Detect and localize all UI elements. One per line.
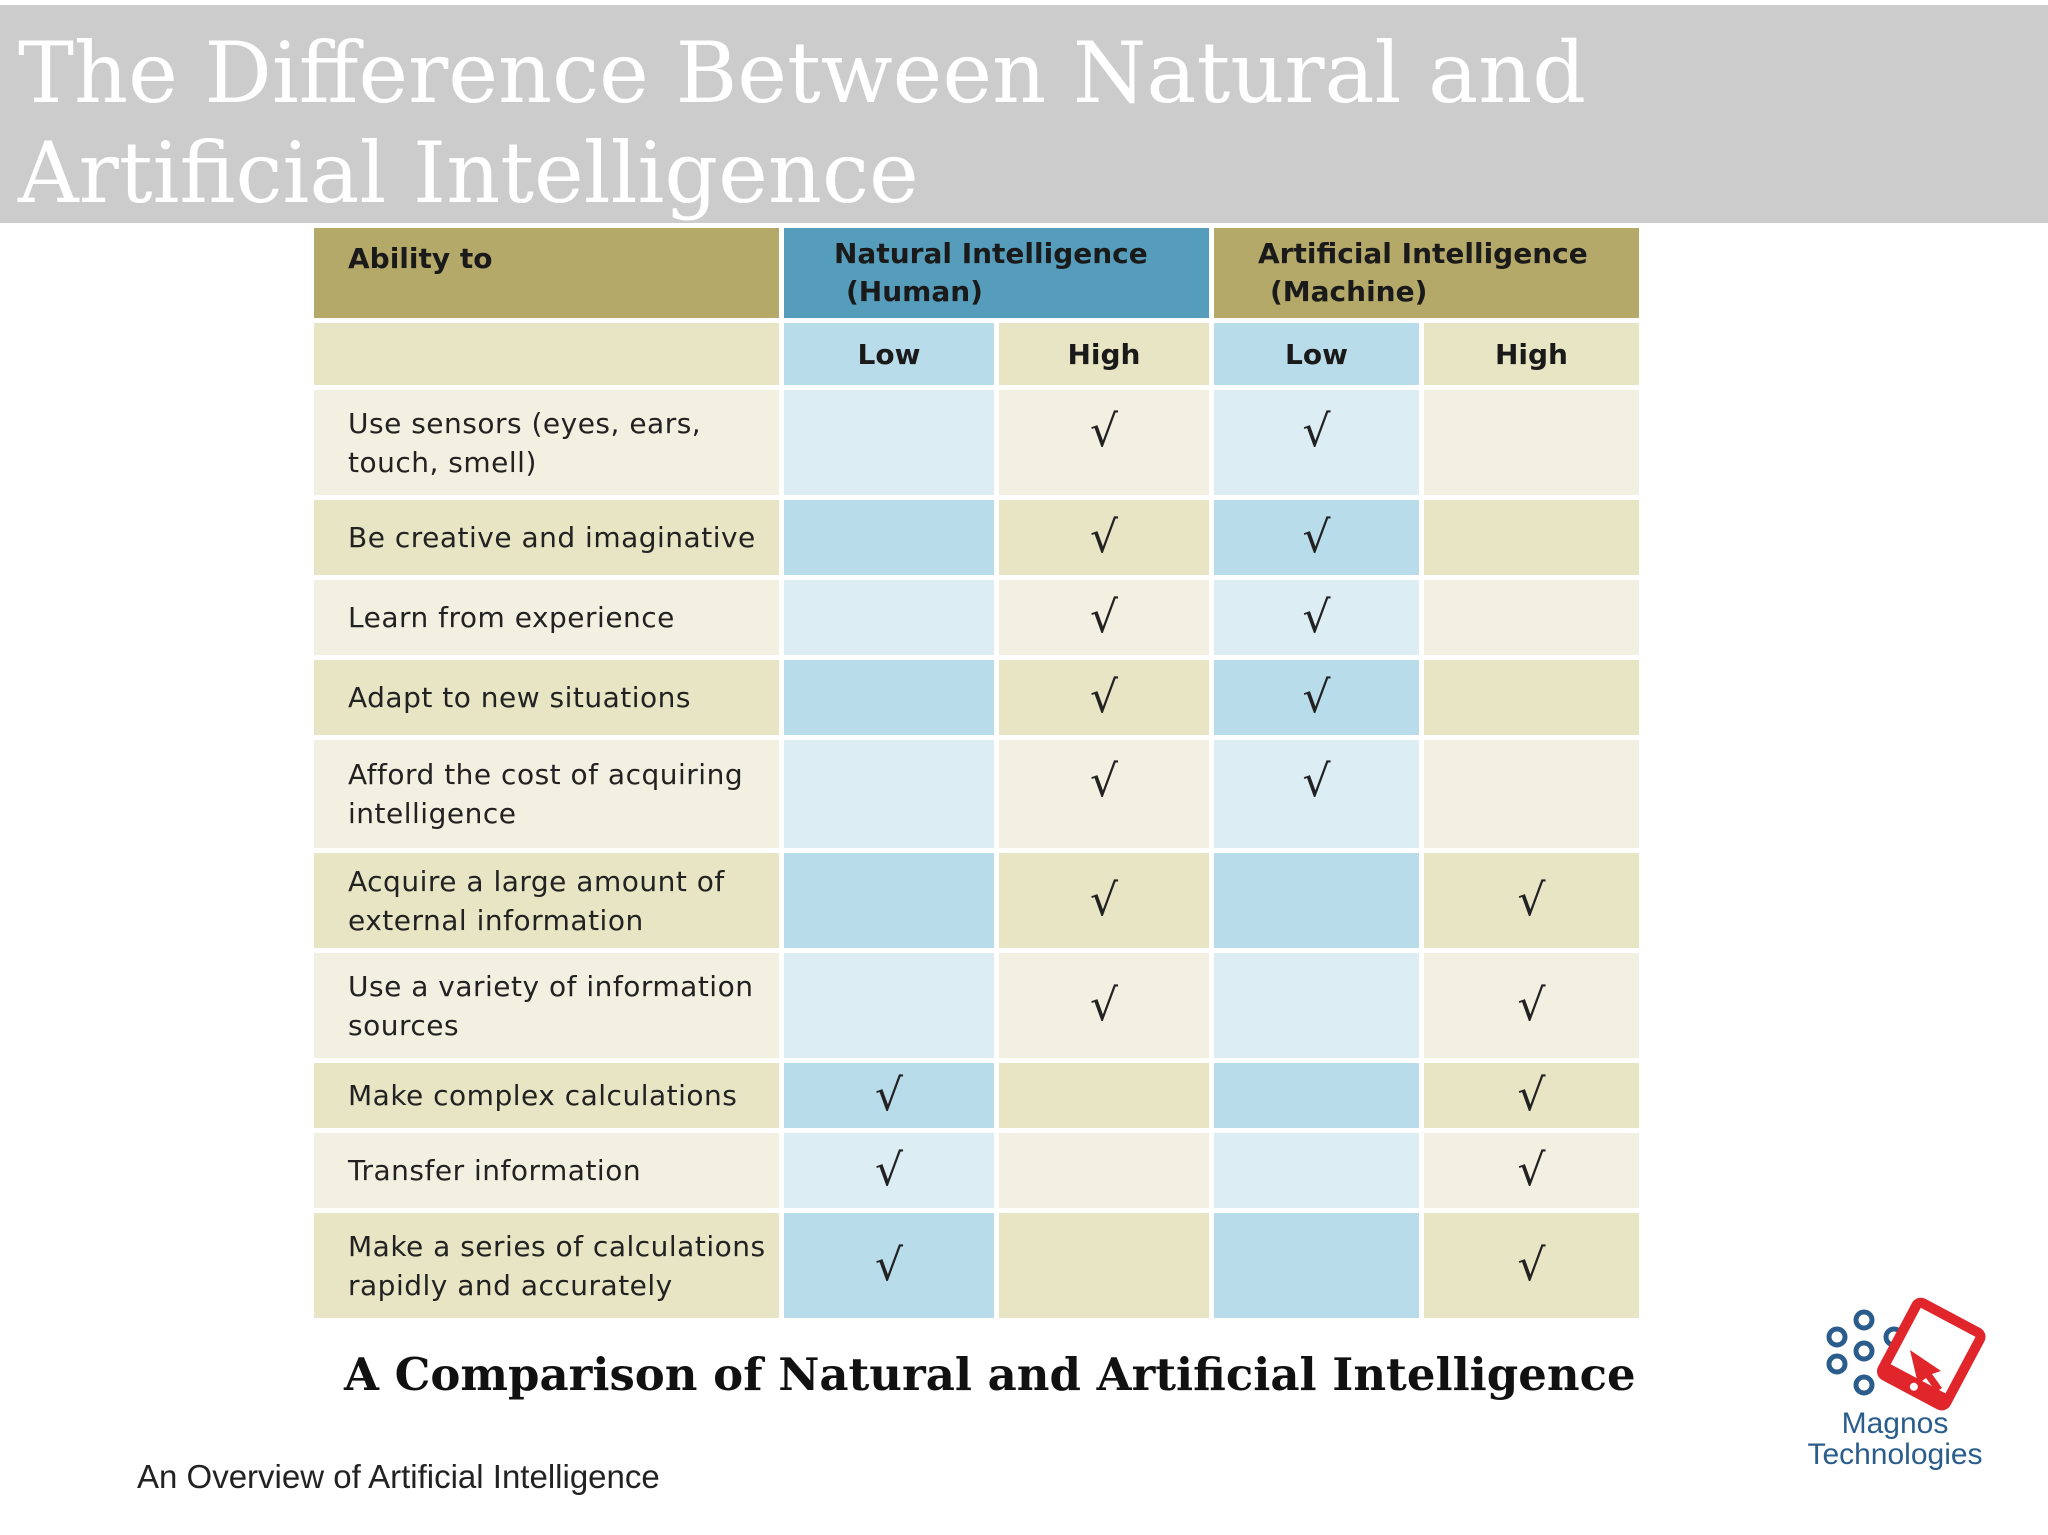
table-row (314, 740, 1639, 848)
cell-nat-low (784, 740, 994, 848)
title-bar (0, 5, 2048, 223)
cell-nat-high (999, 1063, 1209, 1128)
checkmark-icon: √ (1089, 756, 1119, 807)
subheader-natural-high: High (999, 323, 1209, 385)
ability-label: Use sensors (eyes, ears, touch, smell) (314, 390, 779, 495)
cell-art-low (1214, 660, 1419, 735)
ability-label: Adapt to new situations (314, 660, 779, 735)
subheader-blank (314, 323, 779, 385)
checkmark-icon: √ (1302, 406, 1331, 457)
cell-art-low (1214, 1063, 1419, 1128)
cell-art-low (1214, 500, 1419, 575)
checkmark-icon: √ (1517, 980, 1546, 1031)
checkmark-icon: √ (1302, 756, 1331, 807)
ability-label: Make complex calculations (314, 1063, 779, 1128)
checkmark-icon: √ (1517, 1070, 1546, 1121)
checkmark-icon: √ (1302, 672, 1331, 723)
header-artificial-line1: Artificial Intelligence (1258, 237, 1588, 270)
cell-nat-low (784, 660, 994, 735)
cell-art-low (1214, 953, 1419, 1058)
cell-nat-high (999, 853, 1209, 948)
cell-art-high (1424, 500, 1639, 575)
table-row (314, 1133, 1639, 1208)
cell-art-low (1214, 740, 1419, 848)
cell-art-low (1214, 580, 1419, 655)
ability-label: Make a series of calculations rapidly and accurately (314, 1213, 779, 1318)
cell-art-high (1424, 1063, 1639, 1128)
table-row (314, 1063, 1639, 1128)
cell-nat-low (784, 390, 994, 495)
table-row (314, 1213, 1639, 1318)
checkmark-icon: √ (1089, 406, 1119, 457)
slide-title: The Difference Between Natural and Artificial Intelligence (18, 24, 1587, 222)
logo-line2: Technologies (1807, 1438, 1983, 1471)
checkmark-icon: √ (1089, 875, 1119, 926)
cell-nat-low (784, 1063, 994, 1128)
cell-nat-high (999, 580, 1209, 655)
cell-nat-high (999, 390, 1209, 495)
table-row (314, 390, 1639, 495)
cell-nat-low (784, 580, 994, 655)
table-subheader-row (314, 323, 1639, 385)
ability-label: Acquire a large amount of external information (314, 853, 779, 948)
figure-caption: A Comparison of Natural and Artificial Intelligence (344, 1348, 1636, 1401)
company-logo-text (1770, 1408, 2020, 1470)
cell-art-low (1214, 1213, 1419, 1318)
cell-nat-low (784, 500, 994, 575)
cell-nat-low (784, 1133, 994, 1208)
ability-label: Transfer information (314, 1133, 779, 1208)
subheader-natural-low: Low (784, 323, 994, 385)
cell-nat-high (999, 953, 1209, 1058)
checkmark-icon: √ (1089, 592, 1119, 643)
cell-nat-high (999, 660, 1209, 735)
table-row (314, 580, 1639, 655)
cell-art-high (1424, 853, 1639, 948)
checkmark-icon: √ (1517, 875, 1546, 926)
header-natural-line1: Natural Intelligence (834, 237, 1148, 270)
checkmark-icon: √ (1517, 1145, 1546, 1196)
cell-art-high (1424, 740, 1639, 848)
checkmark-icon: √ (1089, 672, 1119, 723)
checkmark-icon: √ (1089, 980, 1119, 1031)
cell-nat-high (999, 740, 1209, 848)
cell-nat-low (784, 953, 994, 1058)
checkmark-icon: √ (874, 1240, 904, 1291)
cell-art-high (1424, 580, 1639, 655)
table-row (314, 660, 1639, 735)
cell-art-high (1424, 1133, 1639, 1208)
subheader-artificial-low: Low (1214, 323, 1419, 385)
checkmark-icon: √ (1302, 592, 1331, 643)
table-row (314, 500, 1639, 575)
cell-nat-high (999, 1133, 1209, 1208)
checkmark-icon: √ (874, 1070, 904, 1121)
checkmark-icon: √ (1302, 512, 1331, 563)
cell-nat-low (784, 1213, 994, 1318)
header-natural-line2: (Human) (846, 275, 983, 308)
logo-line1: Magnos (1841, 1407, 1949, 1440)
checkmark-icon: √ (1517, 1240, 1546, 1291)
ability-label: Be creative and imaginative (314, 500, 779, 575)
header-artificial-line2: (Machine) (1270, 275, 1428, 308)
ability-label: Afford the cost of acquiring intelligence (314, 740, 779, 848)
subheader-artificial-high: High (1424, 323, 1639, 385)
cell-art-high (1424, 390, 1639, 495)
table-header-row (314, 228, 1639, 318)
cell-art-high (1424, 953, 1639, 1058)
cell-nat-high (999, 500, 1209, 575)
cell-art-low (1214, 853, 1419, 948)
cell-art-low (1214, 1133, 1419, 1208)
ability-label: Use a variety of information sources (314, 953, 779, 1058)
checkmark-icon: √ (874, 1145, 904, 1196)
header-ability: Ability to (314, 228, 779, 318)
cell-art-low (1214, 390, 1419, 495)
table-row (314, 853, 1639, 948)
cell-nat-high (999, 1213, 1209, 1318)
cell-nat-low (784, 853, 994, 948)
ability-label: Learn from experience (314, 580, 779, 655)
cell-art-high (1424, 1213, 1639, 1318)
cell-art-high (1424, 660, 1639, 735)
checkmark-icon: √ (1089, 512, 1119, 563)
footer-text: An Overview of Artificial Intelligence (137, 1458, 660, 1495)
comparison-table (309, 223, 1644, 1323)
table-row (314, 953, 1639, 1058)
header-natural-intelligence (784, 228, 1209, 318)
header-artificial-intelligence (1214, 228, 1639, 318)
